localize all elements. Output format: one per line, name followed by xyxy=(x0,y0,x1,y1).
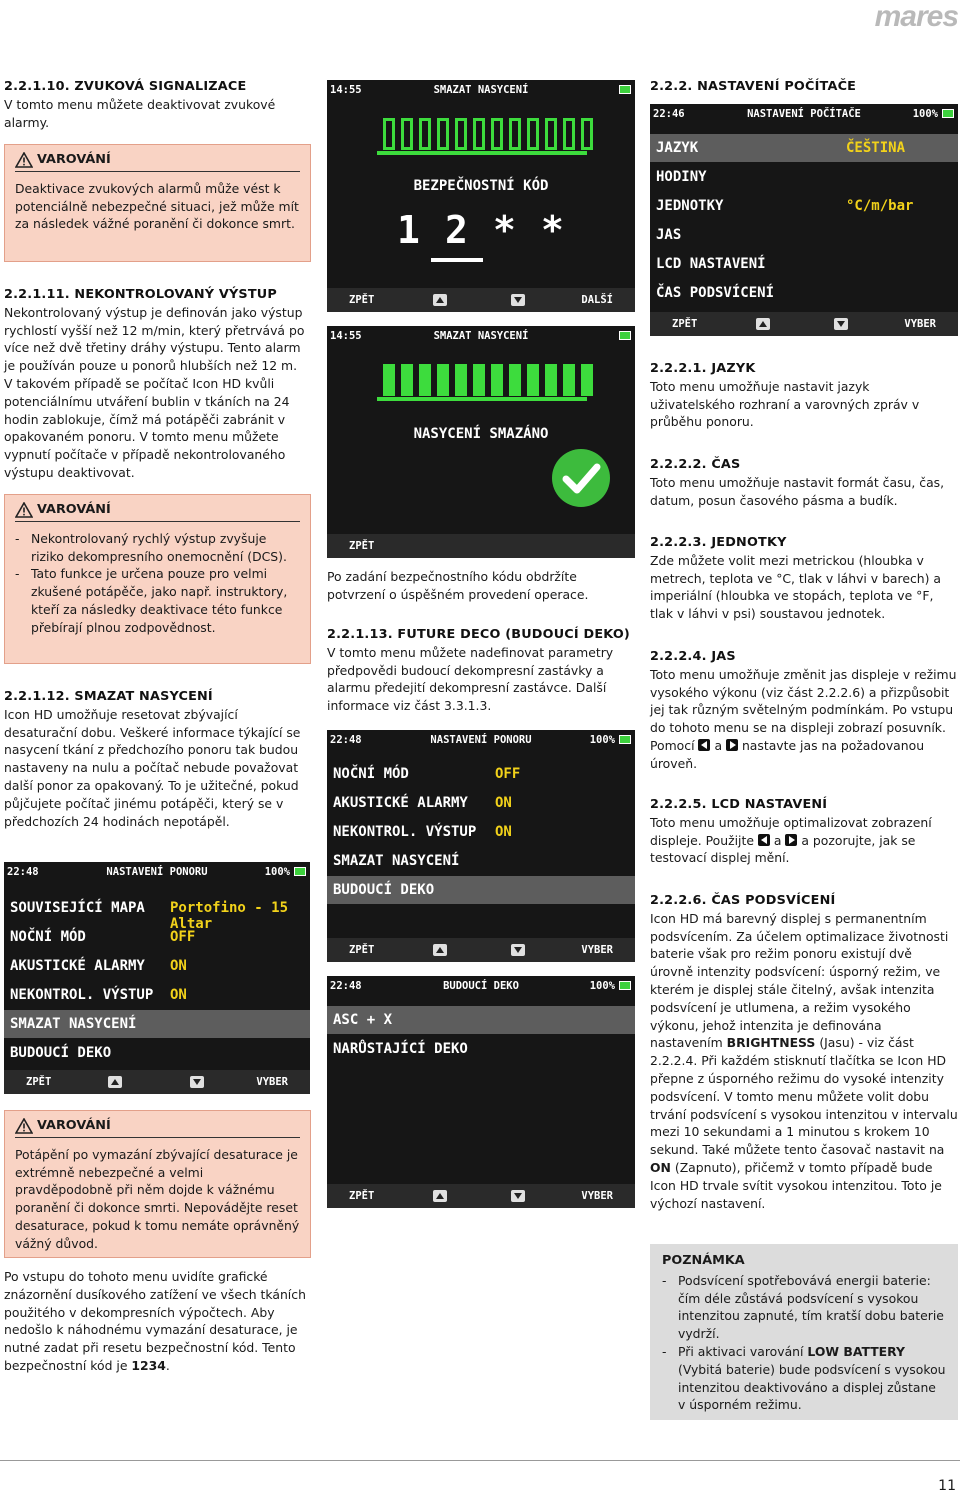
up-arrow-icon xyxy=(433,944,447,956)
warning-icon xyxy=(15,1118,33,1134)
text-part: a xyxy=(773,832,782,848)
warning-list-item: - Tato funkce je určena pouze pro velmi zkušené potápěče, jako např. instruktory, kteří za následky deaktivace této funkce přebírají plnou zodpovědnost. xyxy=(15,565,300,636)
device-screen-computer-settings xyxy=(650,104,958,336)
screen-status-bar xyxy=(327,730,635,750)
up-arrow-icon xyxy=(433,1190,447,1202)
section-title: 2.2.2. NASTAVENÍ POČÍTAČE xyxy=(650,79,857,94)
section-title: 2.2.2.6. ČAS PODSVÍCENÍ xyxy=(650,893,836,908)
device-screen-dive-settings-future-deco xyxy=(327,730,635,962)
battery-icon xyxy=(619,331,631,340)
menu-row-label: LCD NASTAVENÍ xyxy=(656,256,766,272)
warning-icon xyxy=(15,502,33,518)
code-digit: * xyxy=(541,208,564,252)
menu-row-label: BUDOUCÍ DEKO xyxy=(333,882,435,898)
menu-row[interactable] xyxy=(327,1035,635,1063)
section-units xyxy=(650,534,958,623)
select-label: VYBER xyxy=(904,318,936,330)
right-button-icon xyxy=(785,834,797,846)
text-part: (Jasu) - viz část 2.2.2.4. Při každém stisknutí tlačítka se Icon HD přepne z úsporného režimu do vysoké intenzity podsvícení. V tomto menu můžete volit dobu trvání podsvícení s vysokou intenzitou v intervalu mezi 10 sekundami a 1 minutou s krokem 10 sekund. Také můžete tento časovač nastavit na xyxy=(650,1035,958,1158)
menu-row-label: AKUSTICKÉ ALARMY xyxy=(10,958,145,974)
section-title: 2.2.1.10. ZVUKOVÁ SIGNALIZACE xyxy=(4,79,247,94)
battery-icon xyxy=(619,735,631,744)
menu-row-value: ON xyxy=(170,958,187,974)
section-text: Nekontrolovaný výstup je definován jako výstup rychlostí vyšší než 12 m/min, který přetrvává po více než dvě třetiny dráhy výstupu. Tento alarm je používán pouze u ponorů hlubších než 12 m. V takovém případě se počítač Icon HD kvůli potenciálnímu utváření bublin v tkáních na 24 hodin zablokuje, čímž má potápěči zabránit v opakovaném ponoru. V tomto menu můžete vypnutí počítače v případě nekontrolovaného výstupu deaktivovat. xyxy=(4,304,305,480)
right-button-icon xyxy=(726,739,738,751)
warning-box-desaturation xyxy=(4,1110,311,1258)
screen-time: 22:48 xyxy=(330,980,362,992)
page-number: 11 xyxy=(938,1478,956,1494)
menu-row-label: HODINY xyxy=(656,169,707,185)
warning-title: VAROVÁNÍ xyxy=(37,502,111,517)
section-text: Po zadání bezpečnostního kódu obdržíte potvrzení o úspěšném provedení operace. xyxy=(327,569,589,602)
device-screen-future-deco xyxy=(327,976,635,1208)
code-label: BEZPEČNOSTNÍ KÓD xyxy=(413,178,549,194)
screen-title: BUDOUCÍ DEKO xyxy=(443,980,519,992)
menu-row-value: °C/m/bar xyxy=(846,198,914,214)
saturation-bars xyxy=(383,118,593,150)
menu-row-label: NEKONTROL. VÝSTUP xyxy=(333,824,477,840)
device-screen-saturation-cleared xyxy=(327,326,635,558)
down-arrow-icon xyxy=(511,294,525,306)
section-backlight-time xyxy=(650,892,958,1212)
back-label: ZPĚT xyxy=(349,944,375,956)
back-label: ZPĚT xyxy=(349,540,375,552)
screen-title: SMAZAT NASYCENÍ xyxy=(433,330,529,342)
menu-row-label: NOČNÍ MÓD xyxy=(333,766,409,782)
menu-row-label: JAS xyxy=(656,227,682,243)
warning-box-sound xyxy=(4,144,311,262)
security-code-text: Po vstupu do tohoto menu uvidíte grafické znázornění dusíkového zatížení ve všech tkáních použitého v dekompresních výpočtech. Aby nedošlo k náhodnému vymazání desaturace, je nutné zadat při resetu bezpečnostní kód. Tento bezpečnostní kód je xyxy=(4,1269,306,1373)
battery-percent: 100% xyxy=(264,866,290,878)
screen-title: NASTAVENÍ PONORU xyxy=(430,734,532,746)
setting-name: BRIGHTNESS xyxy=(726,1035,816,1051)
menu-row-label: ČAS PODSVÍCENÍ xyxy=(656,285,775,301)
menu-row[interactable] xyxy=(4,952,310,980)
back-label: ZPĚT xyxy=(349,1190,375,1202)
menu-row-label: ASC + X xyxy=(333,1012,393,1028)
menu-row-value: Portofino - 15 Altar xyxy=(170,900,289,932)
section-text: Icon HD umožňuje resetovat zbývající desaturační dobu. Veškeré informace týkající se nasycení tkání z předchozího ponoru tak budou nastaveny na nulu a počítač nebude považovat další ponor za opakovaný. To je užitečné, pokud půjčujete počítač jinému potápěči, který se v předchozích 24 hodinách nepotápěl. xyxy=(4,706,301,829)
menu-row-selected[interactable] xyxy=(327,876,635,904)
screen-time: 14:55 xyxy=(330,330,362,342)
screen-button-bar xyxy=(327,938,635,962)
down-arrow-icon xyxy=(511,1190,525,1202)
menu-row-value: ČEŠTINA xyxy=(846,140,906,156)
left-button-icon xyxy=(698,739,710,751)
section-title: 2.2.2.4. JAS xyxy=(650,649,736,664)
warning-title: VAROVÁNÍ xyxy=(37,1118,111,1133)
warning-header xyxy=(15,501,300,522)
menu-row[interactable] xyxy=(4,923,310,951)
warning-text: Deaktivace zvukových alarmů může vést k potenciálně nebezpečné situaci, jež může mít za následek vážné poranění či dokonce smrt. xyxy=(15,180,299,232)
section-lcd-settings xyxy=(650,796,958,867)
menu-row-label: SMAZAT NASYCENÍ xyxy=(10,1016,137,1032)
battery-icon xyxy=(619,981,631,990)
screen-button-bar xyxy=(327,534,635,558)
note-list xyxy=(662,1272,946,1414)
text-part: a pozorujte, jak se testovací displej mění. xyxy=(650,832,916,866)
screen-time: 22:46 xyxy=(653,108,685,120)
select-label: VYBER xyxy=(581,944,613,956)
section-text: Zde můžete volit mezi metrickou (hloubka v metrech, teplota ve °C, tlak v láhvi v barech) a imperiální (hloubka ve stopách, teplota ve °F, tlak v láhvi v psi) soustavou jednotek. xyxy=(650,552,942,622)
warning-header xyxy=(15,151,300,172)
up-arrow-icon xyxy=(433,294,447,306)
warning-text: Potápění po vymazání zbývající desaturace je extrémně nebezpečné a velmi pravděpodobně při něm dojde k vážnému poranění či dokonce smrti. Nepovádějte reset desaturace, pokud k tomu nemáte oprávněný vážný důvod. xyxy=(15,1146,300,1251)
down-arrow-icon xyxy=(190,1076,204,1088)
menu-row-label: SMAZAT NASYCENÍ xyxy=(333,853,460,869)
section-text: V tomto menu můžete nadefinovat parametry předpovědi budoucí dekompresní zastávky a alarmu předejití dekompresní zastávce. Další informace viz část 3.3.1.3. xyxy=(327,644,614,714)
menu-row-label: AKUSTICKÉ ALARMY xyxy=(333,795,468,811)
menu-row-value: OFF xyxy=(170,929,196,945)
battery-icon xyxy=(619,85,631,94)
section-text xyxy=(650,910,958,1213)
menu-row-label: NOČNÍ MÓD xyxy=(10,929,86,945)
menu-row-value: ON xyxy=(495,824,512,840)
section-title: 2.2.2.3. JEDNOTKY xyxy=(650,535,787,550)
section-uncontrolled-ascent xyxy=(4,286,308,482)
menu-row[interactable] xyxy=(650,279,958,307)
menu-row-label: JAZYK xyxy=(656,140,699,156)
code-digit: 1 xyxy=(397,208,420,252)
menu-row[interactable] xyxy=(4,894,310,932)
section-text: V tomto menu můžete deaktivovat zvukové alarmy. xyxy=(4,96,276,130)
code-digit: * xyxy=(493,208,516,252)
warning-header xyxy=(15,1117,300,1138)
battery-icon xyxy=(942,109,954,118)
menu-row[interactable] xyxy=(327,847,635,875)
section-title: 2.2.1.12. SMAZAT NASYCENÍ xyxy=(4,689,213,704)
checkmark-icon xyxy=(551,448,611,508)
menu-row-value: ON xyxy=(495,795,512,811)
screen-time: 22:48 xyxy=(7,866,39,878)
saturation-bars xyxy=(383,364,593,396)
screen-time: 14:55 xyxy=(330,84,362,96)
text-part: Toto menu umožňuje změnit jas displeje v režimu vysokého výkonu (viz část 2.2.2.6) a přizpůsobit jej tak různým světelným podmínkám. Po vstupu do tohoto menu se na displeji zobrazí posuvník. Pomocí xyxy=(650,666,957,753)
screen-status-bar xyxy=(327,80,635,100)
section-title: 2.2.2.2. ČAS xyxy=(650,457,741,472)
section-title: 2.2.2.5. LCD NASTAVENÍ xyxy=(650,797,828,812)
screen-status-bar xyxy=(327,976,635,996)
select-label: VYBER xyxy=(581,1190,613,1202)
section-future-deco xyxy=(327,626,635,715)
section-computer-settings xyxy=(650,78,958,96)
back-label: ZPĚT xyxy=(26,1076,52,1088)
screen-title: NASTAVENÍ POČÍTAČE xyxy=(747,108,861,120)
menu-row-label: JEDNOTKY xyxy=(656,198,724,214)
screen-button-bar xyxy=(650,312,958,336)
section-text xyxy=(4,1268,308,1375)
menu-row-label: NARŮSTAJÍCÍ DEKO xyxy=(333,1041,468,1057)
section-title: 2.2.1.13. FUTURE DECO (BUDOUCÍ DEKO) xyxy=(327,627,630,642)
down-arrow-icon xyxy=(511,944,525,956)
warning-title: VAROVÁNÍ xyxy=(37,152,111,167)
setting-value: ON xyxy=(650,1159,671,1175)
screen-status-bar xyxy=(4,862,310,882)
menu-row-value: OFF xyxy=(495,766,521,782)
menu-row-selected[interactable] xyxy=(650,134,958,162)
menu-row[interactable] xyxy=(327,818,635,846)
menu-row-selected[interactable] xyxy=(327,1006,635,1034)
section-clear-saturation xyxy=(4,688,308,830)
brand-logo: mares xyxy=(874,0,958,33)
screen-title: SMAZAT NASYCENÍ xyxy=(433,84,529,96)
text-part: nastavte jas na požadovanou úroveň. xyxy=(650,737,925,771)
note-title: POZNÁMKA xyxy=(662,1253,745,1268)
back-label: ZPĚT xyxy=(672,318,698,330)
section-title: 2.2.2.1. JAZYK xyxy=(650,361,756,376)
screen-title: NASTAVENÍ PONORU xyxy=(106,866,208,878)
section-brightness xyxy=(650,648,958,773)
back-label: ZPĚT xyxy=(349,294,375,306)
left-button-icon xyxy=(758,834,770,846)
text-part: (Vybitá baterie) bude podsvícení s vysokou intenzitou deaktivováno a displej zůstane v úsporném režimu. xyxy=(678,1361,946,1413)
screen-button-bar xyxy=(327,288,635,312)
warning-icon xyxy=(15,152,33,168)
section-text: Toto menu umožňuje nastavit jazyk uživatelského rozhraní a varovných zpráv v průběhu ponoru. xyxy=(650,378,920,430)
section-confirmation xyxy=(327,568,635,604)
section-title: 2.2.1.11. NEKONTROLOVANÝ VÝSTUP xyxy=(4,287,277,302)
code-cursor xyxy=(431,258,483,262)
menu-row[interactable] xyxy=(650,192,958,220)
screen-status-bar xyxy=(650,104,958,124)
menu-row-label: BUDOUCÍ DEKO xyxy=(10,1045,112,1061)
menu-row-label: NEKONTROL. VÝSTUP xyxy=(10,987,154,1003)
menu-row-label: SOUVISEJÍCÍ MAPA xyxy=(10,900,145,916)
section-security-code xyxy=(4,1268,308,1375)
text-part: Při aktivaci varování xyxy=(678,1343,804,1359)
note-box xyxy=(650,1244,958,1420)
up-arrow-icon xyxy=(108,1076,122,1088)
next-label: DALŠÍ xyxy=(581,294,613,306)
menu-row[interactable] xyxy=(650,221,958,249)
menu-row[interactable] xyxy=(4,981,310,1009)
menu-row[interactable] xyxy=(327,760,635,788)
code-digit-active: 2 xyxy=(445,208,468,252)
menu-row[interactable] xyxy=(650,250,958,278)
select-label: VYBER xyxy=(256,1076,288,1088)
screen-status-bar xyxy=(327,326,635,346)
security-code-value: 1234 xyxy=(131,1357,166,1373)
text-part: (Zapnuto), přičemž v tomto případě bude Icon HD trvale svítit vysokou intenzitou. Toto je výchozí nastavení. xyxy=(650,1159,942,1211)
screen-button-bar xyxy=(327,1184,635,1208)
warning-name: LOW BATTERY xyxy=(807,1343,905,1359)
note-list-item: - Podsvícení spotřebovává energii baterie: čím déle zůstává podsvícení s vysokou intenzitou zapnuté, tím kratší dobu baterie vydrží. xyxy=(662,1272,946,1343)
text-part: a xyxy=(714,737,723,753)
battery-percent: 100% xyxy=(912,108,938,120)
battery-icon xyxy=(294,867,306,876)
sentence-end: . xyxy=(165,1357,170,1373)
menu-row-selected[interactable] xyxy=(4,1010,310,1038)
up-arrow-icon xyxy=(756,318,770,330)
section-time xyxy=(650,456,958,509)
menu-row[interactable] xyxy=(4,1039,310,1067)
text-part: Icon HD má barevný displej s permanentním podsvícením. Za účelem optimalizace životnosti baterie však pro režim ponoru existují dvě úrovně intenzity podsvícení: úsporný režim, ve kterém je displej stále čitelný, avšak intenzita podsvícení je utlumena, a režim vysokého výkonu, jehož intenzita je definována nastavením xyxy=(650,910,949,1051)
footer-divider xyxy=(0,1460,960,1461)
saturation-baseline xyxy=(377,151,587,155)
section-sound-alarms xyxy=(4,78,308,131)
warning-list-item: - Nekontrolovaný rychlý výstup zvyšuje riziko dekompresního onemocnění (DCS). xyxy=(15,530,300,566)
warning-list xyxy=(15,530,300,637)
warning-box-ascent xyxy=(4,494,311,664)
down-arrow-icon xyxy=(834,318,848,330)
saturation-baseline xyxy=(377,397,587,401)
menu-row[interactable] xyxy=(327,789,635,817)
battery-percent: 100% xyxy=(589,980,615,992)
screen-time: 22:48 xyxy=(330,734,362,746)
section-language xyxy=(650,360,958,431)
device-screen-security-code xyxy=(327,80,635,312)
section-text xyxy=(650,814,958,867)
menu-row-value: ON xyxy=(170,987,187,1003)
note-list-item xyxy=(662,1343,946,1414)
text-part: Toto menu umožňuje optimalizovat zobrazení displeje. Použijte xyxy=(650,814,932,848)
screen-button-bar xyxy=(4,1070,310,1094)
battery-percent: 100% xyxy=(589,734,615,746)
device-screen-dive-settings xyxy=(4,862,310,1094)
cleared-label: NASYCENÍ SMAZÁNO xyxy=(413,426,549,442)
section-text xyxy=(650,666,958,773)
menu-row[interactable] xyxy=(650,163,958,191)
section-text: Toto menu umožňuje nastavit formát času, čas, datum, posun časového pásma a budík. xyxy=(650,474,945,508)
